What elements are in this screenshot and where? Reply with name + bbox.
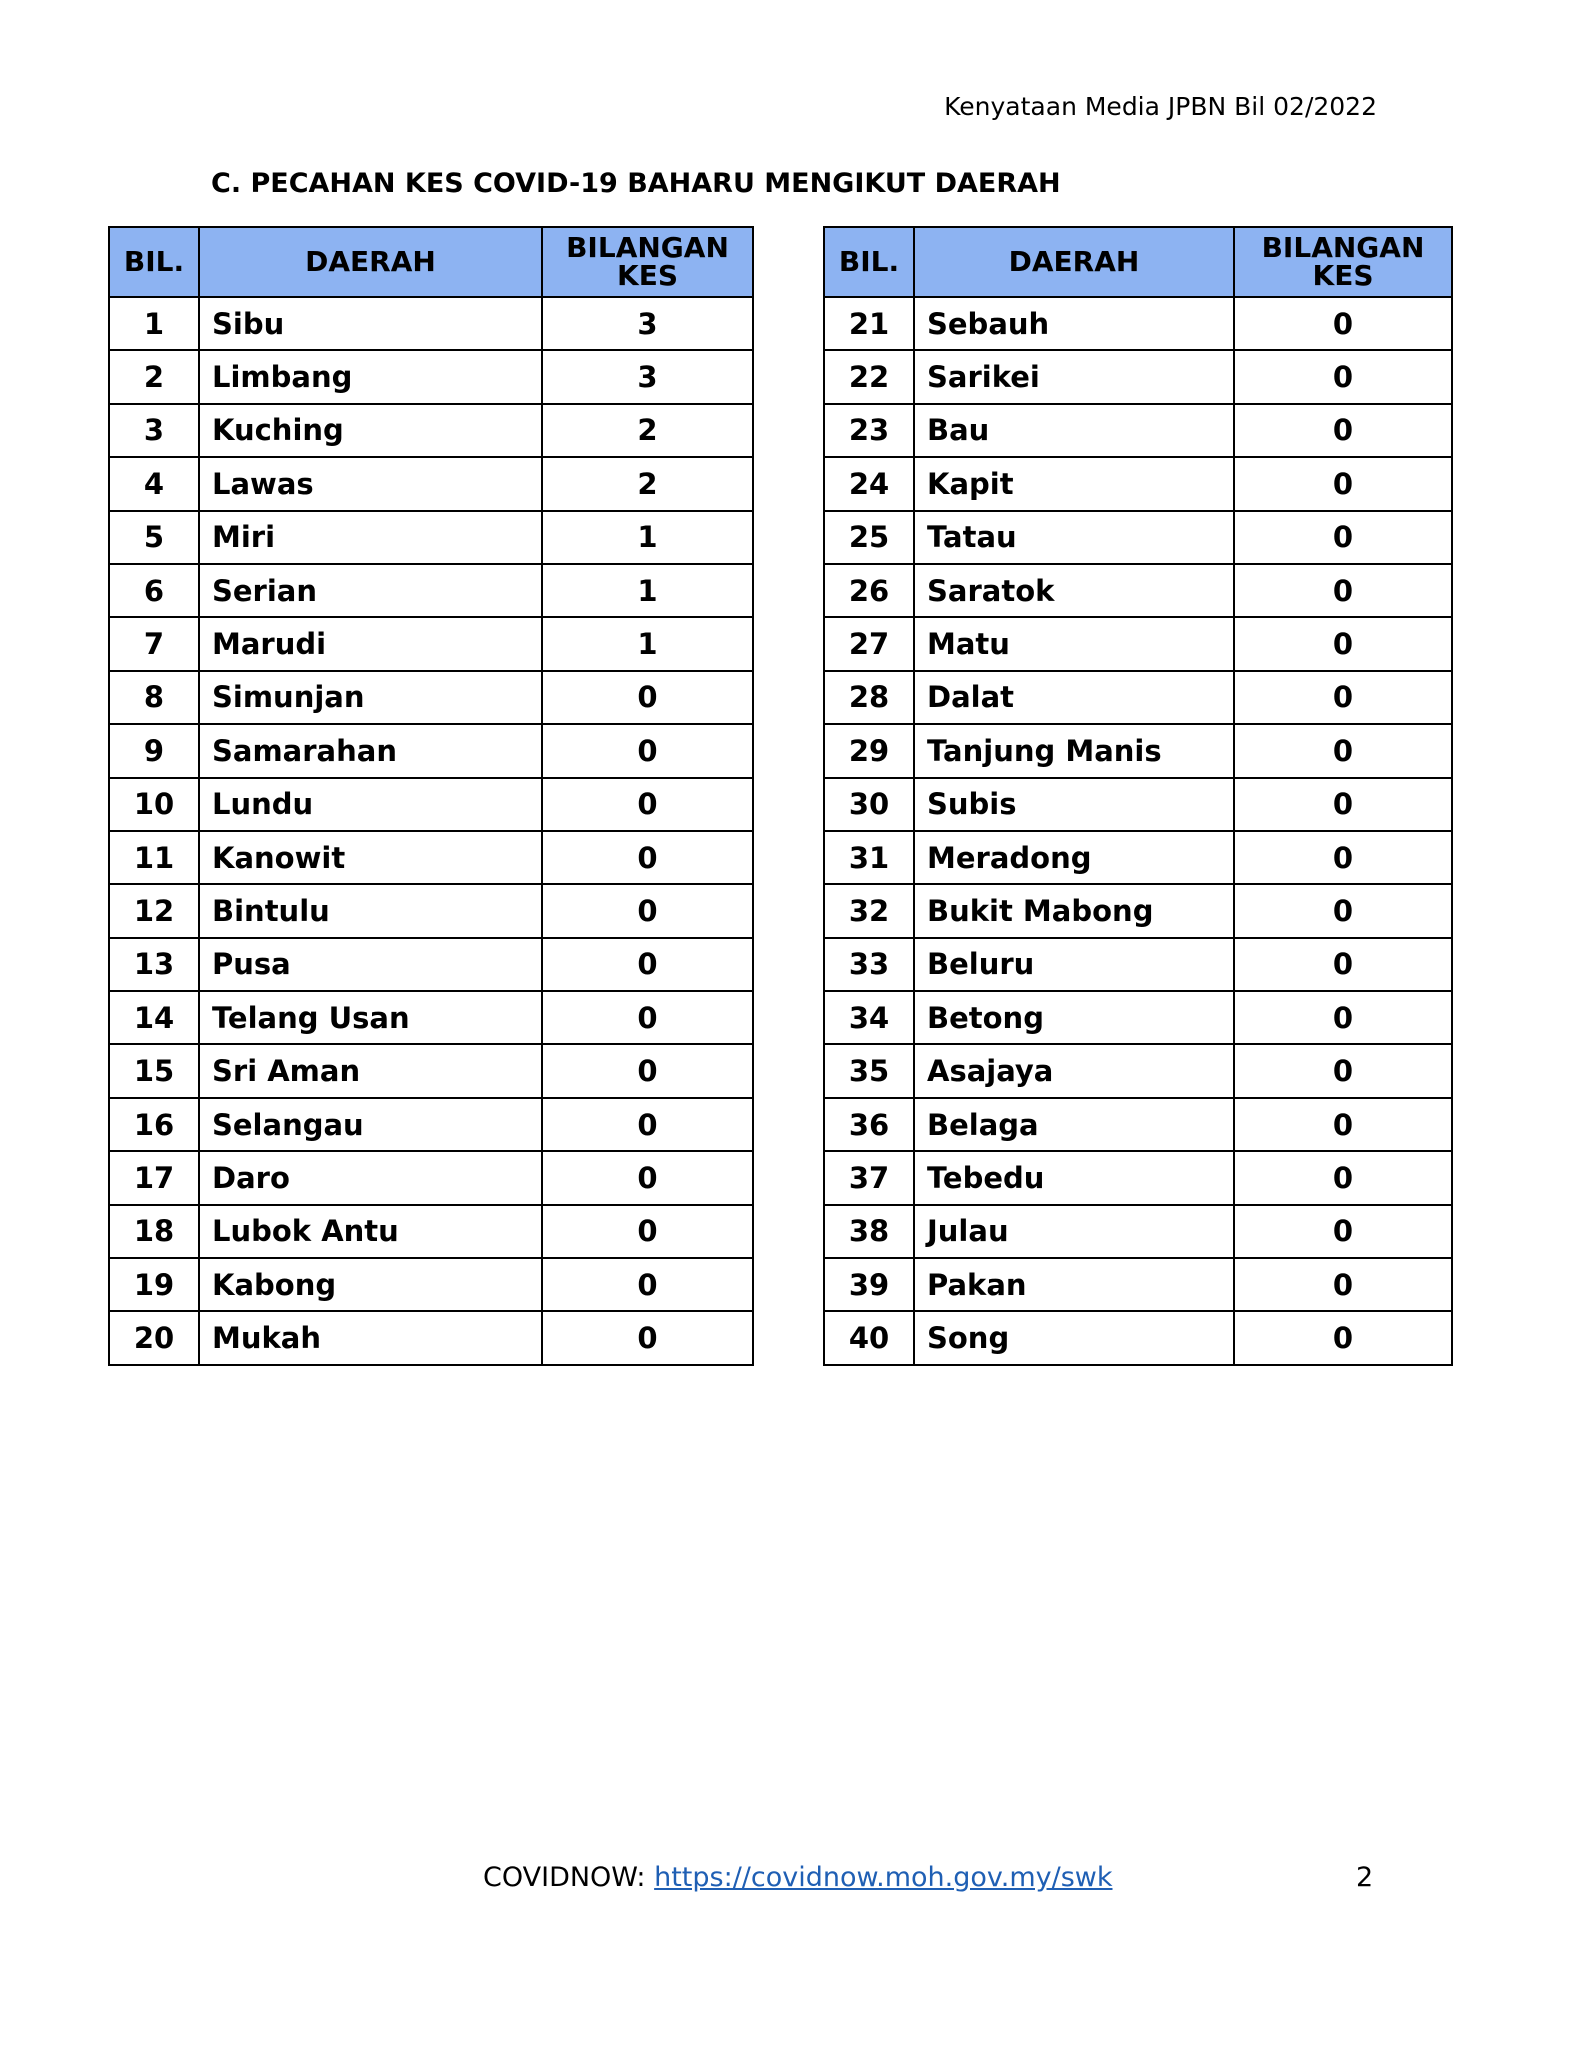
table-row <box>824 831 1452 884</box>
row-number: 34 <box>824 991 914 1044</box>
table-row <box>824 991 1452 1044</box>
district-name: Limbang <box>199 350 542 403</box>
case-count: 2 <box>542 404 753 457</box>
district-name: Asajaya <box>914 1044 1234 1097</box>
row-number: 8 <box>109 671 199 724</box>
section-title: C. PECAHAN KES COVID-19 BAHARU MENGIKUT DAERAH <box>211 168 1061 199</box>
row-number: 2 <box>109 350 199 403</box>
table-row <box>109 564 753 617</box>
case-count: 1 <box>542 617 753 670</box>
row-number: 18 <box>109 1205 199 1258</box>
row-number: 17 <box>109 1151 199 1204</box>
district-name: Song <box>914 1311 1234 1364</box>
row-number: 21 <box>824 297 914 350</box>
page-number: 2 <box>1356 1862 1374 1893</box>
row-number: 29 <box>824 724 914 777</box>
district-name: Bintulu <box>199 884 542 937</box>
district-name: Tanjung Manis <box>914 724 1234 777</box>
table-row <box>824 1044 1452 1097</box>
case-count: 0 <box>542 1258 753 1311</box>
table-row <box>824 938 1452 991</box>
row-number: 31 <box>824 831 914 884</box>
district-name: Belaga <box>914 1098 1234 1151</box>
row-number: 22 <box>824 350 914 403</box>
row-number: 12 <box>109 884 199 937</box>
case-count: 0 <box>1234 724 1452 777</box>
table-row <box>824 671 1452 724</box>
covidnow-link[interactable]: https://covidnow.moh.gov.my/swk <box>654 1862 1113 1893</box>
row-number: 35 <box>824 1044 914 1097</box>
row-number: 6 <box>109 564 199 617</box>
district-name: Bukit Mabong <box>914 884 1234 937</box>
table-row <box>109 938 753 991</box>
case-count: 0 <box>542 1205 753 1258</box>
row-number: 33 <box>824 938 914 991</box>
row-number: 23 <box>824 404 914 457</box>
case-count: 0 <box>542 938 753 991</box>
table-row <box>109 991 753 1044</box>
case-count: 2 <box>542 457 753 510</box>
table-row <box>109 831 753 884</box>
table-row <box>109 778 753 831</box>
table-row <box>109 404 753 457</box>
case-count: 0 <box>1234 564 1452 617</box>
case-count: 0 <box>1234 404 1452 457</box>
table-row <box>109 1151 753 1204</box>
district-name: Tebedu <box>914 1151 1234 1204</box>
table-row <box>824 884 1452 937</box>
row-number: 4 <box>109 457 199 510</box>
district-name: Miri <box>199 511 542 564</box>
district-name: Betong <box>914 991 1234 1044</box>
column-header-bilangan-kes: BILANGAN KES <box>542 227 753 297</box>
row-number: 5 <box>109 511 199 564</box>
case-count: 3 <box>542 350 753 403</box>
case-count: 0 <box>1234 831 1452 884</box>
row-number: 19 <box>109 1258 199 1311</box>
case-count: 0 <box>542 884 753 937</box>
district-name: Tatau <box>914 511 1234 564</box>
district-table-left <box>108 226 754 1366</box>
case-count: 0 <box>1234 671 1452 724</box>
table-row <box>824 1151 1452 1204</box>
district-name: Kabong <box>199 1258 542 1311</box>
table-row <box>109 511 753 564</box>
case-count: 0 <box>1234 457 1452 510</box>
table-row <box>109 724 753 777</box>
district-name: Mukah <box>199 1311 542 1364</box>
table-row <box>824 350 1452 403</box>
table-row <box>824 511 1452 564</box>
district-name: Sibu <box>199 297 542 350</box>
row-number: 9 <box>109 724 199 777</box>
district-name: Pusa <box>199 938 542 991</box>
case-count: 0 <box>542 778 753 831</box>
district-name: Julau <box>914 1205 1234 1258</box>
row-number: 15 <box>109 1044 199 1097</box>
table-row <box>824 1098 1452 1151</box>
case-count: 0 <box>542 671 753 724</box>
table-row <box>109 350 753 403</box>
document-reference: Kenyataan Media JPBN Bil 02/2022 <box>944 92 1377 121</box>
district-name: Selangau <box>199 1098 542 1151</box>
table-row <box>824 297 1452 350</box>
row-number: 27 <box>824 617 914 670</box>
district-name: Subis <box>914 778 1234 831</box>
row-number: 11 <box>109 831 199 884</box>
table-row <box>109 1258 753 1311</box>
table-row <box>109 457 753 510</box>
table-row <box>109 1044 753 1097</box>
district-name: Matu <box>914 617 1234 670</box>
table-row <box>109 297 753 350</box>
district-name: Serian <box>199 564 542 617</box>
district-name: Lundu <box>199 778 542 831</box>
table-row <box>109 1205 753 1258</box>
case-count: 0 <box>1234 884 1452 937</box>
district-name: Samarahan <box>199 724 542 777</box>
row-number: 30 <box>824 778 914 831</box>
row-number: 14 <box>109 991 199 1044</box>
district-name: Beluru <box>914 938 1234 991</box>
table-row <box>824 778 1452 831</box>
table-row <box>109 884 753 937</box>
table-row <box>824 404 1452 457</box>
district-name: Sebauh <box>914 297 1234 350</box>
row-number: 25 <box>824 511 914 564</box>
case-count: 0 <box>542 1044 753 1097</box>
case-count: 0 <box>1234 778 1452 831</box>
row-number: 28 <box>824 671 914 724</box>
column-header-bilangan-kes: BILANGAN KES <box>1234 227 1452 297</box>
case-count: 0 <box>1234 617 1452 670</box>
table-row <box>109 1098 753 1151</box>
district-name: Sri Aman <box>199 1044 542 1097</box>
district-name: Kanowit <box>199 831 542 884</box>
row-number: 16 <box>109 1098 199 1151</box>
case-count: 0 <box>1234 1311 1452 1364</box>
row-number: 24 <box>824 457 914 510</box>
district-name: Lubok Antu <box>199 1205 542 1258</box>
case-count: 0 <box>1234 1205 1452 1258</box>
row-number: 38 <box>824 1205 914 1258</box>
row-number: 13 <box>109 938 199 991</box>
case-count: 0 <box>1234 1258 1452 1311</box>
case-count: 0 <box>1234 1151 1452 1204</box>
table-row <box>824 1311 1452 1364</box>
district-name: Marudi <box>199 617 542 670</box>
district-name: Telang Usan <box>199 991 542 1044</box>
district-name: Sarikei <box>914 350 1234 403</box>
table-row <box>824 724 1452 777</box>
table-header-row <box>109 227 753 297</box>
row-number: 37 <box>824 1151 914 1204</box>
case-count: 0 <box>1234 350 1452 403</box>
table-row <box>109 1311 753 1364</box>
table-row <box>824 617 1452 670</box>
column-header-daerah: DAERAH <box>914 227 1234 297</box>
case-count: 0 <box>542 991 753 1044</box>
district-name: Lawas <box>199 457 542 510</box>
case-count: 0 <box>1234 511 1452 564</box>
row-number: 7 <box>109 617 199 670</box>
column-header-bil: BIL. <box>109 227 199 297</box>
footer-label: COVIDNOW: <box>483 1862 655 1893</box>
case-count: 1 <box>542 511 753 564</box>
table-row <box>824 564 1452 617</box>
district-name: Kapit <box>914 457 1234 510</box>
row-number: 40 <box>824 1311 914 1364</box>
district-name: Kuching <box>199 404 542 457</box>
district-name: Simunjan <box>199 671 542 724</box>
table-row <box>824 1258 1452 1311</box>
column-header-bil: BIL. <box>824 227 914 297</box>
table-row <box>109 671 753 724</box>
case-count: 0 <box>542 1098 753 1151</box>
case-count: 0 <box>542 831 753 884</box>
row-number: 10 <box>109 778 199 831</box>
table-header-row <box>824 227 1452 297</box>
case-count: 0 <box>1234 1044 1452 1097</box>
row-number: 3 <box>109 404 199 457</box>
row-number: 1 <box>109 297 199 350</box>
district-name: Dalat <box>914 671 1234 724</box>
table-row <box>824 457 1452 510</box>
district-table-right <box>823 226 1453 1366</box>
column-header-daerah: DAERAH <box>199 227 542 297</box>
case-count: 0 <box>542 724 753 777</box>
district-name: Meradong <box>914 831 1234 884</box>
case-count: 0 <box>542 1311 753 1364</box>
district-name: Bau <box>914 404 1234 457</box>
case-count: 3 <box>542 297 753 350</box>
footer <box>483 1862 1113 1893</box>
table-row <box>109 617 753 670</box>
district-name: Daro <box>199 1151 542 1204</box>
table-row <box>824 1205 1452 1258</box>
row-number: 20 <box>109 1311 199 1364</box>
case-count: 0 <box>542 1151 753 1204</box>
row-number: 26 <box>824 564 914 617</box>
case-count: 0 <box>1234 938 1452 991</box>
district-name: Pakan <box>914 1258 1234 1311</box>
case-count: 0 <box>1234 991 1452 1044</box>
case-count: 0 <box>1234 1098 1452 1151</box>
row-number: 36 <box>824 1098 914 1151</box>
row-number: 39 <box>824 1258 914 1311</box>
case-count: 0 <box>1234 297 1452 350</box>
district-name: Saratok <box>914 564 1234 617</box>
row-number: 32 <box>824 884 914 937</box>
case-count: 1 <box>542 564 753 617</box>
